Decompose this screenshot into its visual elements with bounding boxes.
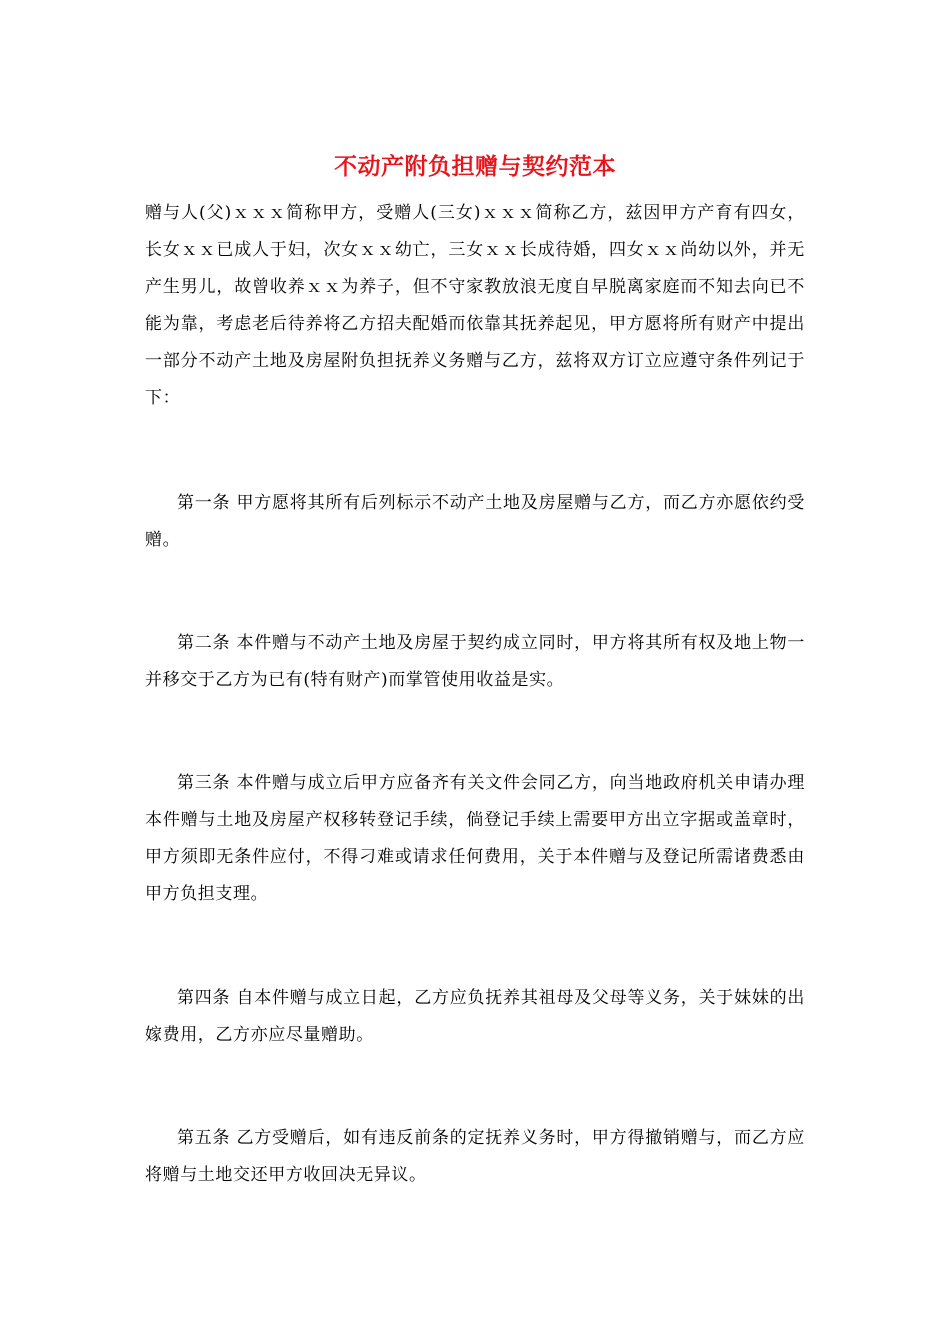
article-4: 第四条 自本件赠与成立日起，乙方应负抚养其祖母及父母等义务，关于妹妹的出嫁费用，乙方亦应尽量赠助。 [145, 988, 805, 1045]
article-1: 第一条 甲方愿将其所有后列标示不动产土地及房屋赠与乙方，而乙方亦愿依约受赠。 [145, 493, 805, 550]
intro-paragraph: 赠与人(父)ｘｘｘ简称甲方，受赠人(三女)ｘｘｘ简称乙方，兹因甲方产育有四女，长女ｘｘ已成人于妇，次女ｘｘ幼亡，三女ｘｘ长成待婚，四女ｘｘ尚幼以外，并无产生男儿，故曾收养ｘｘ为养子，但不守家教放浪无度自早脱离家庭而不知去向已不能为靠，考虑老后待养将乙方招夫配婚而依靠其抚养起见，甲方愿将所有财产中提出一部分不动产土地及房屋附负担抚养义务赠与乙方，兹将双方订立应遵守条件列记于下： [145, 203, 805, 408]
article-2: 第二条 本件赠与不动产土地及房屋于契约成立同时，甲方将其所有权及地上物一并移交于乙方为已有(特有财产)而掌管使用收益是实。 [145, 633, 805, 690]
document-title: 不动产附负担赠与契约范本 [334, 153, 616, 180]
article-5: 第五条 乙方受赠后，如有违反前条的定抚养义务时，甲方得撤销赠与，而乙方应将赠与土地交还甲方收回决无异议。 [145, 1128, 805, 1185]
article-3: 第三条 本件赠与成立后甲方应备齐有关文件会同乙方，向当地政府机关申请办理本件赠与土地及房屋产权移转登记手续，倘登记手续上需要甲方出立字据或盖章时，甲方须即无条件应付，不得刁难或请求任何费用，关于本件赠与及登记所需诸费悉由甲方负担支理。 [145, 773, 805, 904]
